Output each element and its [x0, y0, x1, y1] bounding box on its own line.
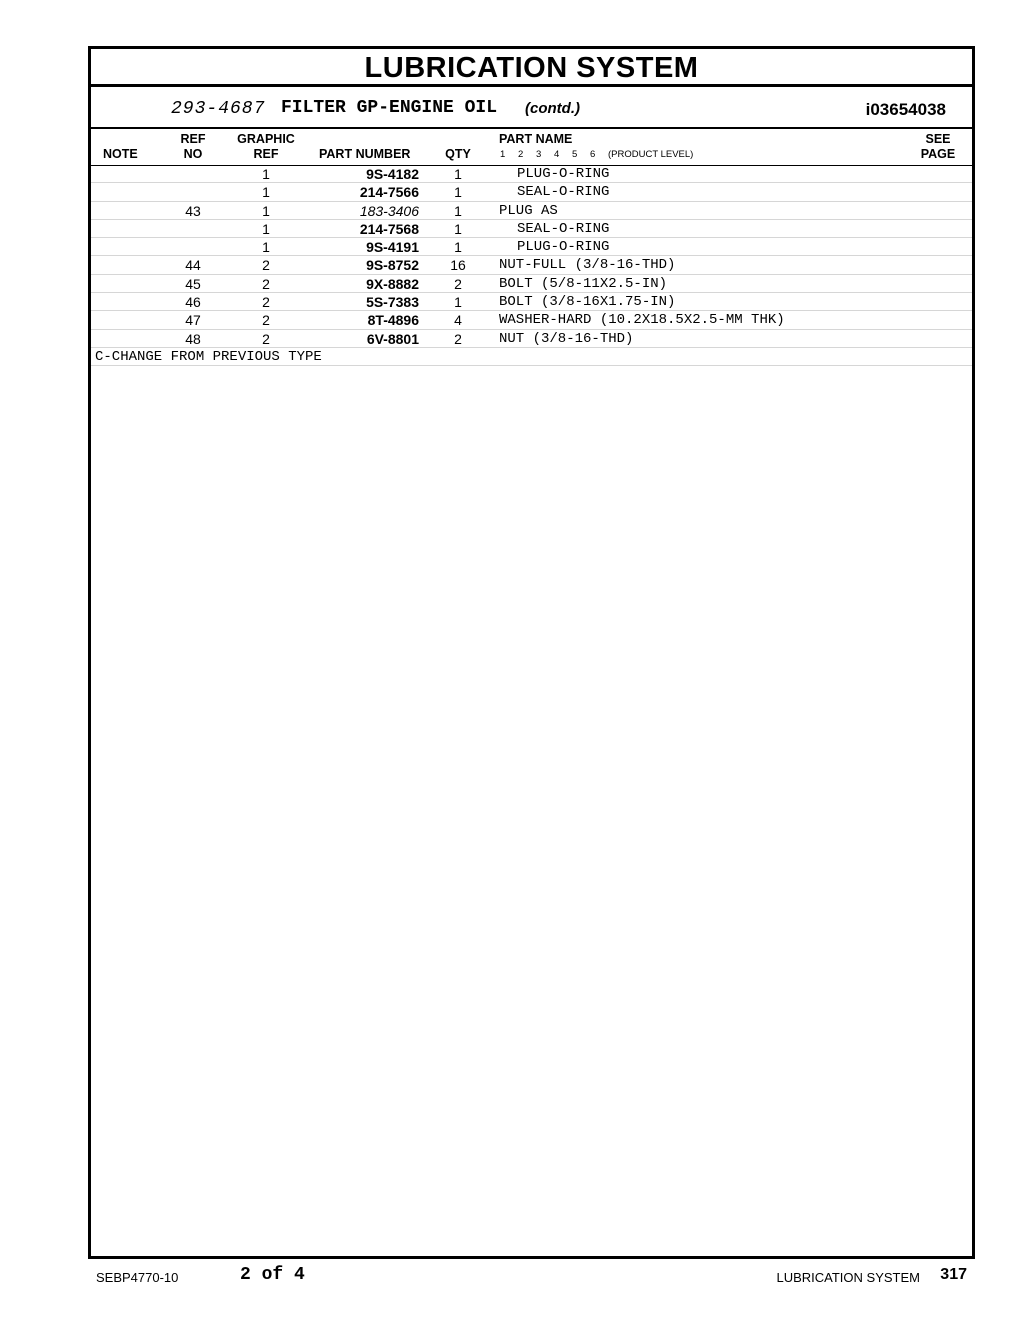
part-name-cell: BOLT (3/8-16X1.75-IN) — [499, 294, 676, 311]
table-row — [91, 311, 972, 329]
table-row — [91, 330, 972, 348]
qty-cell: 1 — [454, 220, 462, 237]
footer-page-number: 317 — [940, 1266, 967, 1283]
qty-cell: 1 — [454, 202, 462, 219]
group-contd: (contd.) — [525, 100, 580, 117]
qty-cell: 1 — [454, 294, 462, 311]
level-3: 3 — [536, 149, 542, 160]
graphic-ref-cell: 1 — [262, 239, 270, 256]
graphic-ref-cell: 1 — [262, 166, 270, 182]
qty-cell: 4 — [454, 312, 462, 329]
parts-page-frame — [88, 46, 975, 1259]
parts-table — [91, 165, 972, 366]
note-row — [91, 348, 972, 366]
part-number-link[interactable]: 9S-4191 — [366, 239, 419, 256]
change-note: C-CHANGE FROM PREVIOUS TYPE — [95, 348, 322, 365]
header-see-top: SEE — [925, 132, 951, 146]
part-name-cell: PLUG-O-RING — [517, 239, 610, 256]
part-number-link[interactable]: 214-7566 — [359, 184, 419, 201]
qty-cell: 2 — [454, 275, 462, 292]
header-note: NOTE — [103, 147, 138, 161]
graphic-ref-cell: 2 — [262, 312, 270, 329]
ref-no-cell: 48 — [185, 330, 201, 347]
graphic-ref-cell: 1 — [262, 220, 270, 237]
group-header — [91, 87, 972, 129]
level-5: 5 — [572, 149, 578, 160]
table-row — [91, 183, 972, 201]
qty-cell: 1 — [454, 184, 462, 201]
table-row — [91, 238, 972, 256]
part-number-link[interactable]: 183-3406 — [359, 202, 419, 219]
footer-page-of: 2 of 4 — [240, 1265, 305, 1285]
ref-no-cell: 46 — [185, 294, 201, 311]
header-part-number: PART NUMBER — [319, 147, 411, 161]
part-number-link[interactable]: 9S-4182 — [366, 166, 419, 182]
ref-no-cell: 44 — [185, 257, 201, 274]
table-row — [91, 293, 972, 311]
level-1: 1 — [500, 149, 506, 160]
header-part-name: PART NAME — [499, 132, 573, 146]
page-footer — [0, 1262, 1020, 1292]
footer-doc-number: SEBP4770-10 — [96, 1270, 179, 1285]
header-ref-bottom: NO — [183, 147, 203, 161]
header-graphic-bottom: REF — [253, 147, 279, 161]
part-number-link[interactable]: 5S-7383 — [366, 294, 419, 311]
ref-no-cell: 45 — [185, 275, 201, 292]
part-number-link[interactable]: 9S-8752 — [366, 257, 419, 274]
part-name-cell: SEAL-O-RING — [517, 220, 610, 237]
graphic-ref-cell: 1 — [262, 184, 270, 201]
group-id: i03654038 — [865, 100, 946, 119]
qty-cell: 2 — [454, 330, 462, 347]
part-name-cell: SEAL-O-RING — [517, 184, 610, 201]
table-row — [91, 220, 972, 238]
part-number-link[interactable]: 9X-8882 — [366, 275, 419, 292]
ref-no-cell: 47 — [185, 312, 201, 329]
table-row — [91, 275, 972, 293]
header-graphic-top: GRAPHIC — [237, 132, 295, 146]
part-number-link[interactable]: 8T-4896 — [367, 312, 419, 329]
graphic-ref-cell: 1 — [262, 202, 270, 219]
product-level-label: (PRODUCT LEVEL) — [608, 149, 694, 160]
graphic-ref-cell: 2 — [262, 257, 270, 274]
graphic-ref-cell: 2 — [262, 275, 270, 292]
header-qty: QTY — [445, 147, 471, 161]
level-2: 2 — [518, 149, 524, 160]
part-number-link[interactable]: 214-7568 — [359, 220, 419, 237]
table-row — [91, 202, 972, 220]
group-part-number[interactable]: 293-4687 — [171, 99, 266, 119]
part-name-cell: PLUG-O-RING — [517, 166, 610, 182]
header-see-bottom: PAGE — [920, 147, 956, 161]
part-name-cell: PLUG AS — [499, 202, 558, 219]
footer-section: LUBRICATION SYSTEM — [776, 1270, 920, 1285]
section-title: LUBRICATION SYSTEM — [91, 49, 972, 87]
part-name-cell: WASHER-HARD (10.2X18.5X2.5-MM THK) — [499, 312, 785, 329]
qty-cell: 1 — [454, 166, 462, 182]
qty-cell: 1 — [454, 239, 462, 256]
qty-cell: 16 — [450, 257, 466, 274]
ref-no-cell: 43 — [185, 202, 201, 219]
column-headers — [91, 129, 972, 166]
level-6: 6 — [590, 149, 596, 160]
graphic-ref-cell: 2 — [262, 330, 270, 347]
part-name-cell: NUT-FULL (3/8-16-THD) — [499, 257, 676, 274]
header-ref-top: REF — [180, 132, 206, 146]
table-row — [91, 165, 972, 183]
group-name: FILTER GP-ENGINE OIL — [281, 98, 498, 118]
table-row — [91, 256, 972, 274]
part-name-cell: NUT (3/8-16-THD) — [499, 330, 634, 347]
part-name-cell: BOLT (5/8-11X2.5-IN) — [499, 275, 668, 292]
graphic-ref-cell: 2 — [262, 294, 270, 311]
level-4: 4 — [554, 149, 560, 160]
part-number-link[interactable]: 6V-8801 — [366, 330, 419, 347]
